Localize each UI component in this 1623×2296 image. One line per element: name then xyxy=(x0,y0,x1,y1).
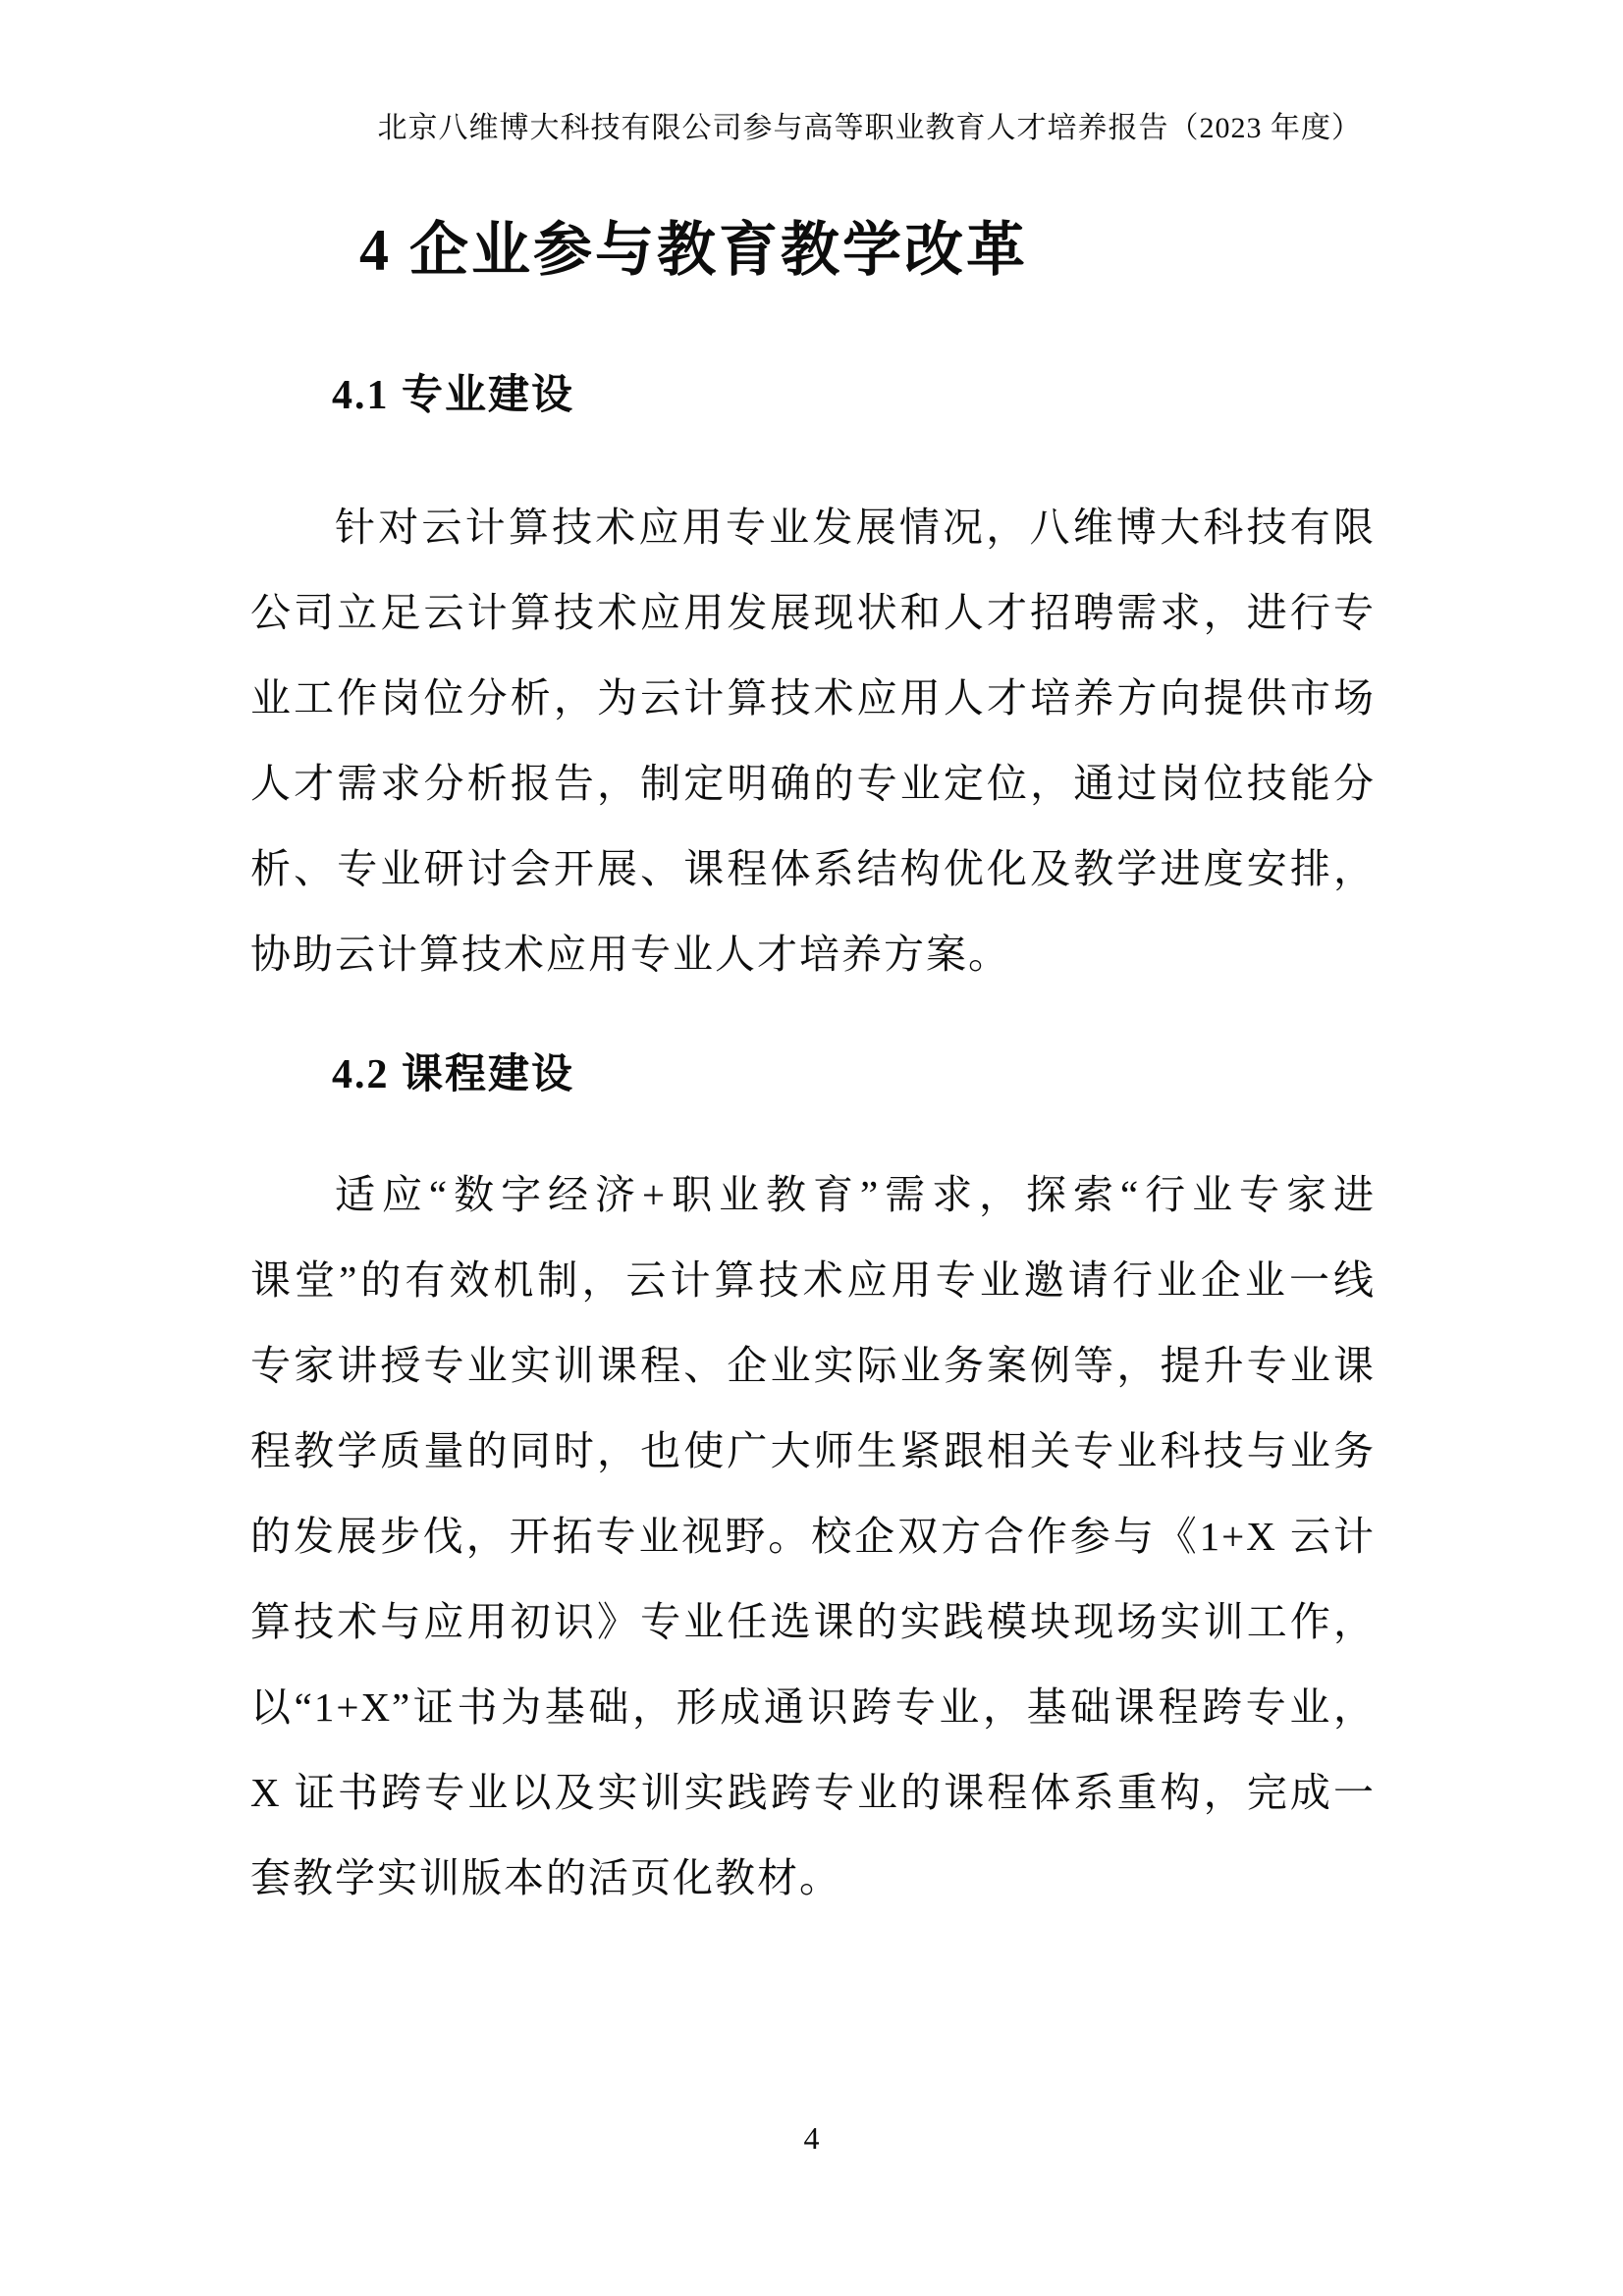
text-line: 协助云计算技术应用专业人才培养方案。 xyxy=(250,932,1010,977)
text-line: X 证书跨专业以及实训实践跨专业的课程体系重构，完成一 xyxy=(250,1770,1376,1815)
chapter-title: 4 企业参与教育教学改革 xyxy=(359,218,1028,283)
section-4-2-paragraph xyxy=(250,1152,1376,1921)
text-line: 专家讲授专业实训课程、企业实际业务案例等，提升专业课 xyxy=(250,1343,1376,1388)
text-line: 适应“数字经济+职业教育”需求，探索“行业专家进 xyxy=(335,1172,1376,1217)
text-line: 套教学实训版本的活页化教材。 xyxy=(250,1855,841,1900)
text-line: 针对云计算技术应用专业发展情况，八维博大科技有限 xyxy=(335,505,1376,550)
text-line: 以“1+X”证书为基础，形成通识跨专业，基础课程跨专业， xyxy=(250,1684,1376,1730)
text-line: 公司立足云计算技术应用发展现状和人才招聘需求，进行专 xyxy=(250,590,1376,635)
text-line: 课堂”的有效机制，云计算技术应用专业邀请行业企业一线 xyxy=(250,1257,1376,1303)
text-line: 的发展步伐，开拓专业视野。校企双方合作参与《1+X 云计 xyxy=(250,1514,1376,1559)
text-line: 算技术与应用初识》专业任选课的实践模块现场实训工作， xyxy=(250,1599,1376,1644)
running-header: 北京八维博大科技有限公司参与高等职业教育人才培养报告（2023 年度） xyxy=(377,112,1362,144)
text-line: 程教学质量的同时，也使广大师生紧跟相关专业科技与业务 xyxy=(250,1428,1376,1473)
text-line: 业工作岗位分析，为云计算技术应用人才培养方向提供市场 xyxy=(250,675,1376,721)
section-4-1-paragraph xyxy=(250,485,1376,997)
section-heading-4-1: 4.1 专业建设 xyxy=(332,373,575,418)
text-line: 析、专业研讨会开展、课程体系结构优化及教学进度安排， xyxy=(250,846,1376,891)
text-line: 人才需求分析报告，制定明确的专业定位，通过岗位技能分 xyxy=(250,761,1376,806)
page-number: 4 xyxy=(803,2120,820,2156)
section-heading-4-2: 4.2 课程建设 xyxy=(332,1052,575,1097)
